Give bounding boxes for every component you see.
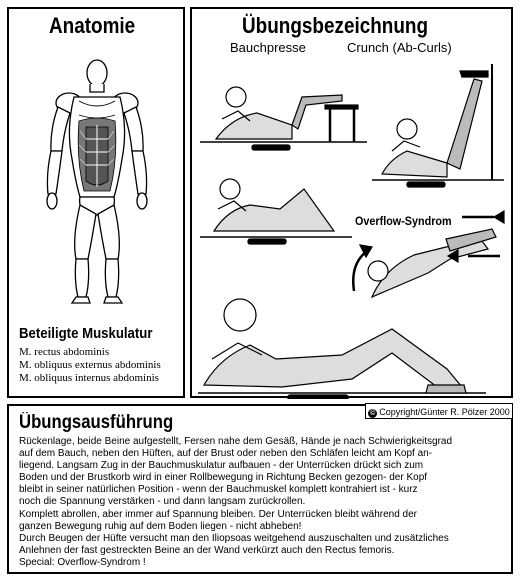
instruction-line: Boden und der Brustkorb wird in einer Rollbewegung in Richtung Becken gezogen- der Kopf [19,472,428,484]
muscle-list [19,346,161,385]
anatomy-panel [7,7,185,398]
muscles-title: Beteiligte Muskulatur [19,325,153,342]
copyright-text: Copyright/Günter R. Pölzer 2000 [379,407,510,417]
instruction-line: Special: Overflow-Syndrom ! [19,556,146,568]
instruction-line: noch die Spannung verstärken - und dann langsam zurückrollen. [19,496,306,508]
muscle-item: M. obliquus externus abdominis [19,359,161,371]
instructions-body [19,436,511,569]
crunch-bench-illustration [200,87,367,150]
instruction-line: ganzen Bewegung ruhig auf dem Boden liegen - nicht abheben! [19,520,302,532]
instruction-line: Anlehnen der fast gestreckten Beine an der Wand verkürzt auch den Rectus femoris. [19,544,395,556]
copyright-box [365,403,513,419]
crunch-wall-illustration [372,64,504,187]
exercise-illustrations [192,59,512,399]
instruction-line: Komplett abrollen, aber immer auf Spannung bleiben. Der Unterrücken bleibt während der [19,508,418,520]
instruction-line: bleibt in seiner natürlichen Position - wenn der Bauchmuskel komplett kontrahiert ist - kurz [19,484,418,496]
exercise-panel [190,7,513,398]
overflow-syndrome-label: Overflow-Syndrom [355,214,452,228]
muscle-item: M. rectus abdominis [19,346,110,358]
instruction-line: Durch Beugen der Hüfte versucht man den Iliopsoas weitgehend auszuschalten und zusätzliches [19,532,449,544]
instruction-line: auf dem Bauch, neben den Hüften, auf der Brust oder neben den Schläfen leicht am Kopf an- [19,448,433,460]
variant-label-crunch: Crunch (Ab-Curls) [347,40,452,55]
copyright-icon: © [370,410,376,417]
instructions-title: Übungsausführung [19,412,174,433]
muscle-item: M. obliquus internus abdominis [19,372,159,384]
instruction-line: Rückenlage, beide Beine aufgestellt, Fersen nahe dem Gesäß, Hände je nach Schwierigkeitsgrad [19,436,453,447]
anatomy-body-illustration [24,59,169,304]
instructions-panel [7,404,513,574]
instruction-line: liegend. Langsam Zug in der Bauchmuskulatur aufbauen - der Unterrücken drückt sich zum [19,460,424,472]
crunch-floor-illustration [200,179,352,244]
variant-label-bauchpresse: Bauchpresse [230,40,306,55]
anatomy-title: Anatomie [49,13,136,38]
crunch-large-illustration [198,299,486,399]
exercise-title: Übungsbezeichnung [242,13,429,38]
